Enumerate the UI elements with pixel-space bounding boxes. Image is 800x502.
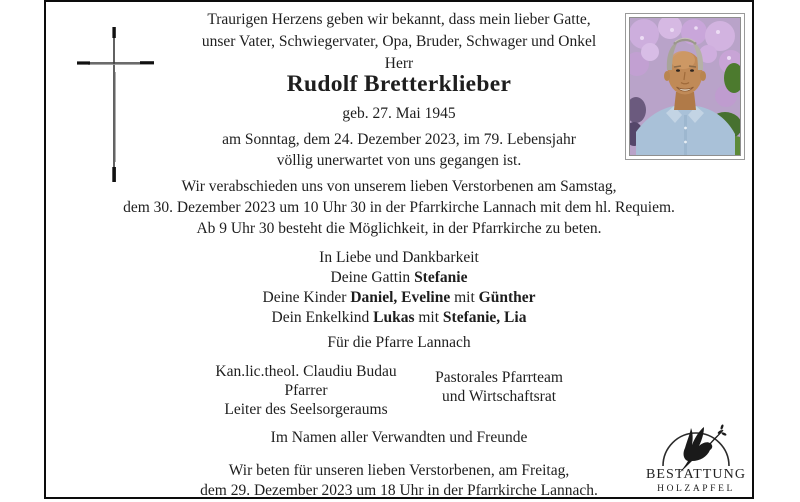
children-partner: Günther xyxy=(478,289,536,306)
farewell-line-1: Wir verabschieden uns von unserem lieben Verstorbenen am Samstag, xyxy=(181,178,617,195)
thanks-line: In Liebe und Dankbarkeit xyxy=(319,249,479,266)
funeral-home-logo xyxy=(631,420,761,500)
clergy-title2: Leiter des Seelsorgeraums xyxy=(224,401,388,418)
children-line xyxy=(46,288,752,307)
grandchild-prefix: Dein Enkelkind xyxy=(271,309,370,326)
wife-name: Stefanie xyxy=(414,269,468,286)
deceased-name: Rudolf Bretterklieber xyxy=(286,71,512,97)
grandchild-mit: mit xyxy=(418,309,440,326)
farewell-line-2: dem 30. Dezember 2023 um 10 Uhr 30 in der Pfarrkirche Lannach mit dem hl. Requiem. xyxy=(123,199,675,216)
obituary-card xyxy=(44,0,754,499)
grandchild-line xyxy=(46,308,752,327)
relatives-line: Im Namen aller Verwandten und Freunde xyxy=(270,429,528,446)
team-line-1: Pastorales Pfarrteam xyxy=(435,369,563,386)
farewell-line-3: Ab 9 Uhr 30 besteht die Möglichkeit, in der Pfarrkirche zu beten. xyxy=(196,220,602,237)
wife-line xyxy=(46,268,752,287)
intro-line-1: Traurigen Herzens geben wir bekannt, dass mein lieber Gatte, xyxy=(207,11,591,28)
parish-line: Für die Pfarre Lannach xyxy=(327,334,471,351)
death-line-1: am Sonntag, dem 24. Dezember 2023, im 79. Lebensjahr xyxy=(222,131,576,148)
wife-prefix: Deine Gattin xyxy=(330,269,411,286)
clergy-title1: Pfarrer xyxy=(284,382,328,399)
grandchild-name: Lukas xyxy=(373,309,415,326)
prayer-line-1: Wir beten für unseren lieben Verstorbenen, am Freitag, xyxy=(228,462,570,479)
logo-name: HOLZAPFEL xyxy=(657,484,735,494)
salutation: Herr xyxy=(384,55,414,72)
parish-team-block xyxy=(379,368,619,406)
death-line-2: völlig unerwartet von uns gegangen ist. xyxy=(276,152,522,169)
children-prefix: Deine Kinder xyxy=(262,289,347,306)
prayer-line-2: dem 29. Dezember 2023 um 18 Uhr in der Pfarrkirche Lannach. xyxy=(200,482,598,499)
grandchild-partners: Stefanie, Lia xyxy=(442,309,527,326)
team-line-2: und Wirtschaftsrat xyxy=(441,388,557,405)
children-mit: mit xyxy=(454,289,475,306)
children-names: Daniel, Eveline xyxy=(350,289,451,306)
clergy-name: Kan.lic.theol. Claudiu Budau xyxy=(215,363,397,380)
birth-date: geb. 27. Mai 1945 xyxy=(342,105,456,122)
logo-company: BESTATTUNG xyxy=(645,467,747,482)
intro-line-2: unser Vater, Schwiegervater, Opa, Bruder, Schwager und Onkel xyxy=(201,33,597,50)
